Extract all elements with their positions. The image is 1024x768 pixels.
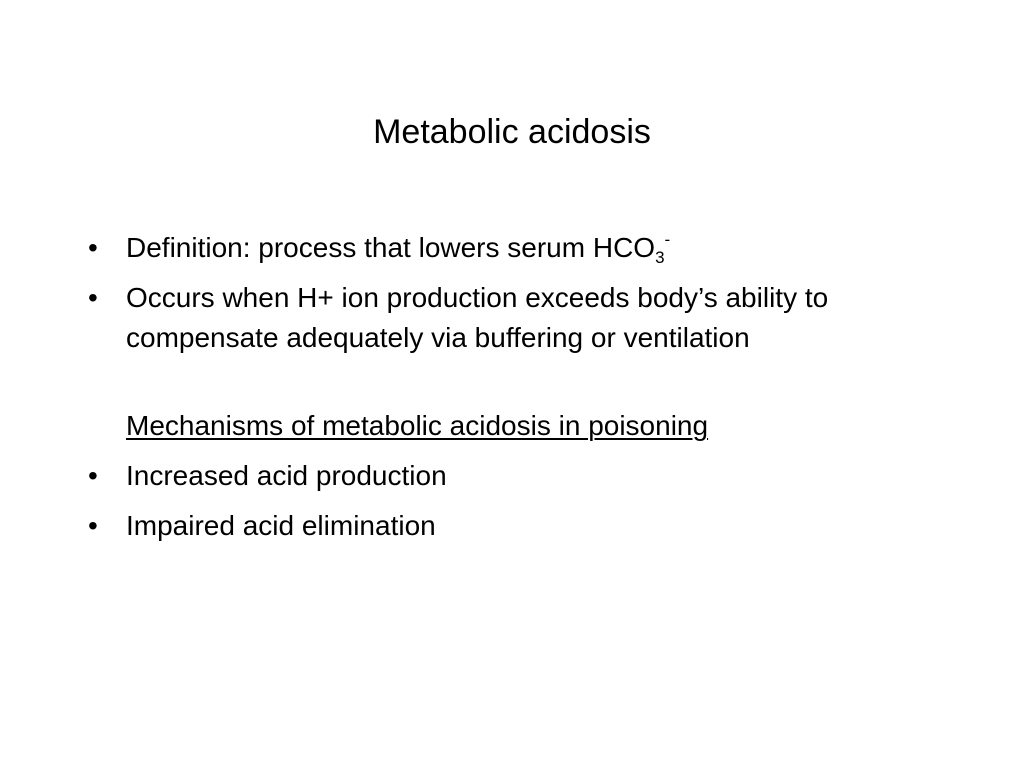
- mechanisms-heading: Mechanisms of metabolic acidosis in poisoning: [126, 410, 709, 441]
- list-item-definition: [88, 228, 948, 268]
- list-item-impaired-acid: [88, 506, 948, 546]
- occurs-text: Occurs when H+ ion production exceeds body’s ability to compensate adequately via buffering or ventilation: [126, 282, 829, 353]
- definition-text: Definition: process that lowers serum HCO: [126, 232, 656, 263]
- list-item-occurs: [88, 278, 948, 358]
- superscript-minus: -: [664, 230, 671, 249]
- slide-title: Metabolic acidosis: [373, 113, 651, 151]
- subscript-three: 3: [655, 248, 665, 267]
- bullet-icon: •: [88, 510, 98, 541]
- bullet-icon: •: [88, 232, 98, 263]
- mechanisms-heading-row: [88, 406, 948, 446]
- impaired-acid-text: Impaired acid elimination: [126, 510, 436, 541]
- increased-acid-text: Increased acid production: [126, 460, 447, 491]
- slide-body: [88, 228, 948, 546]
- bullet-icon: •: [88, 460, 98, 491]
- list-item-increased-acid: [88, 456, 948, 496]
- bullet-icon: •: [88, 282, 98, 313]
